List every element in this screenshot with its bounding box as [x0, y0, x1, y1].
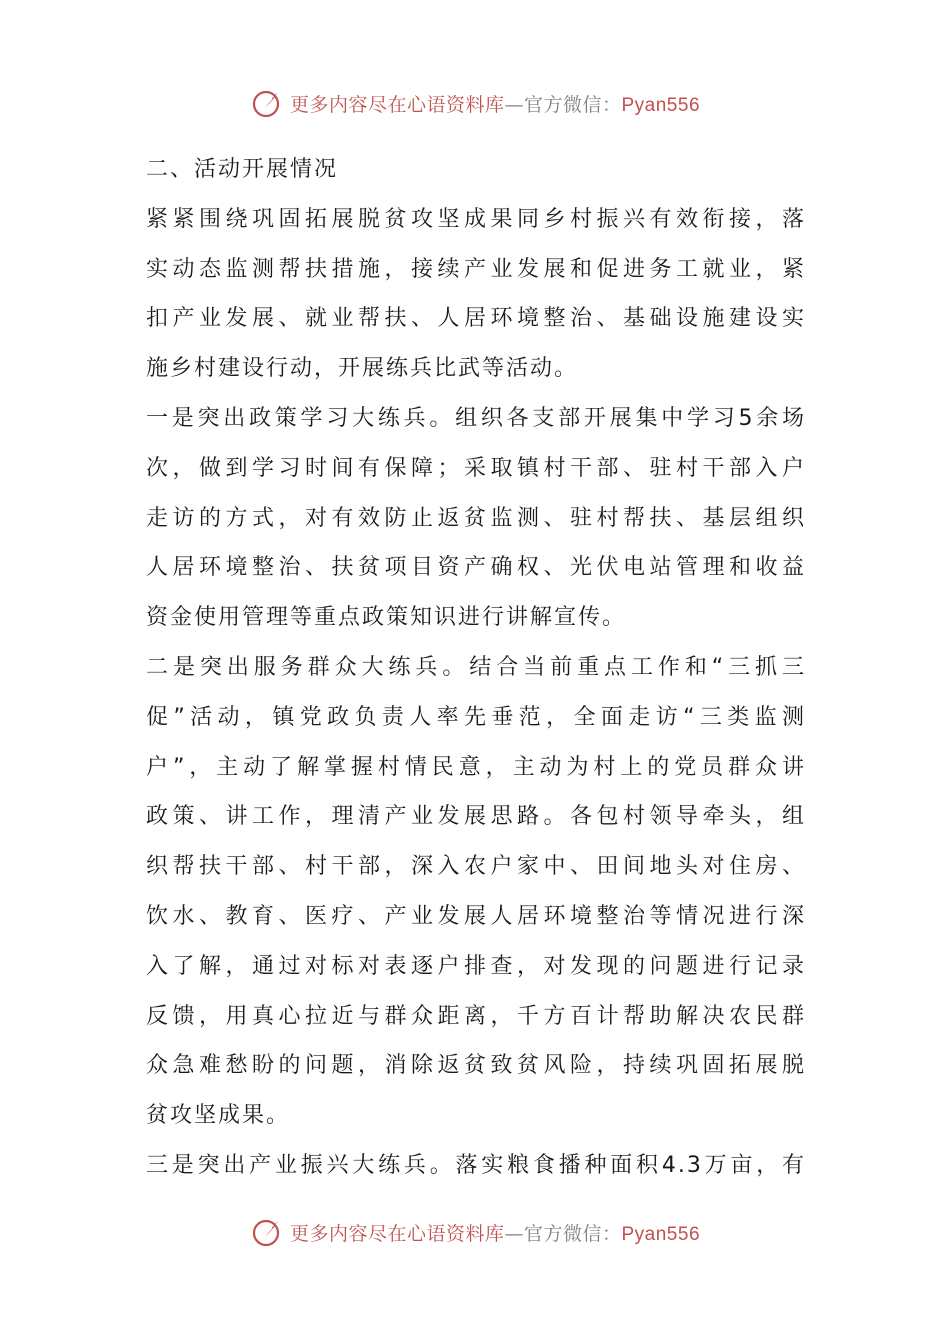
- text-line: 饮水、教育、医疗、产业发展人居环境整治等情况进行深: [146, 903, 806, 929]
- text-line: 众急难愁盼的问题，消除返贫致贫风险，持续巩固拓展脱: [146, 1053, 806, 1079]
- banner-wechat-id: Pyan556: [621, 94, 701, 116]
- header-banner: [0, 86, 950, 120]
- text-line: 户”，主动了解掌握村情民意，主动为村上的党员群众讲: [146, 754, 806, 780]
- quill-logo-icon: [250, 1215, 284, 1249]
- text-line: 实动态监测帮扶措施，接续产业发展和促进务工就业，紧: [146, 256, 806, 282]
- document-body: [146, 145, 806, 1191]
- quill-logo-icon: [250, 86, 284, 120]
- section-heading: 二、活动开展情况: [146, 157, 339, 182]
- text-line: 三是突出产业振兴大练兵。落实粮食播种面积4.3万亩，有: [146, 1152, 806, 1178]
- banner-site-text: 更多内容尽在心语资料库: [289, 93, 505, 116]
- text-line: 织帮扶干部、村干部，深入农户家中、田间地头对住房、: [146, 854, 806, 880]
- banner-site-text: 更多内容尽在心语资料库: [289, 1222, 505, 1245]
- text-line: 一是突出政策学习大练兵。组织各支部开展集中学习5余场: [146, 405, 806, 431]
- text-line: 反馈，用真心拉近与群众距离，千方百计帮助解决农民群: [146, 1003, 806, 1029]
- banner-text: [290, 1219, 700, 1246]
- text-line: 施乡村建设行动，开展练兵比武等活动。: [146, 356, 579, 382]
- banner-wechat-label: 官方微信：: [523, 93, 622, 116]
- text-line: 二是突出服务群众大练兵。结合当前重点工作和“三抓三: [146, 654, 806, 680]
- text-line: 政策、讲工作，理清产业发展思路。各包村领导牵头，组: [146, 804, 806, 830]
- banner-text: [290, 90, 700, 117]
- text-line: 入了解，通过对标对表逐户排查，对发现的问题进行记录: [146, 953, 806, 979]
- banner-dash: —: [504, 1222, 524, 1245]
- banner-wechat-label: 官方微信：: [523, 1222, 622, 1245]
- text-line: 促”活动，镇党政负责人率先垂范，全面走访“三类监测: [146, 704, 806, 730]
- text-line: 资金使用管理等重点政策知识进行讲解宣传。: [146, 605, 627, 631]
- text-line: 人居环境整治、扶贫项目资产确权、光伏电站管理和收益: [146, 555, 806, 581]
- text-line: 走访的方式，对有效防止返贫监测、驻村帮扶、基层组织: [146, 505, 806, 531]
- banner-dash: —: [504, 93, 524, 116]
- footer-banner: [0, 1215, 950, 1249]
- text-line: 次，做到学习时间有保障；采取镇村干部、驻村干部入户: [146, 455, 806, 481]
- text-line: 紧紧围绕巩固拓展脱贫攻坚成果同乡村振兴有效衔接，落: [146, 206, 806, 232]
- text-line: 扣产业发展、就业帮扶、人居环境整治、基础设施建设实: [146, 306, 806, 332]
- text-line: 贫攻坚成果。: [146, 1103, 291, 1129]
- banner-wechat-id: Pyan556: [621, 1223, 701, 1245]
